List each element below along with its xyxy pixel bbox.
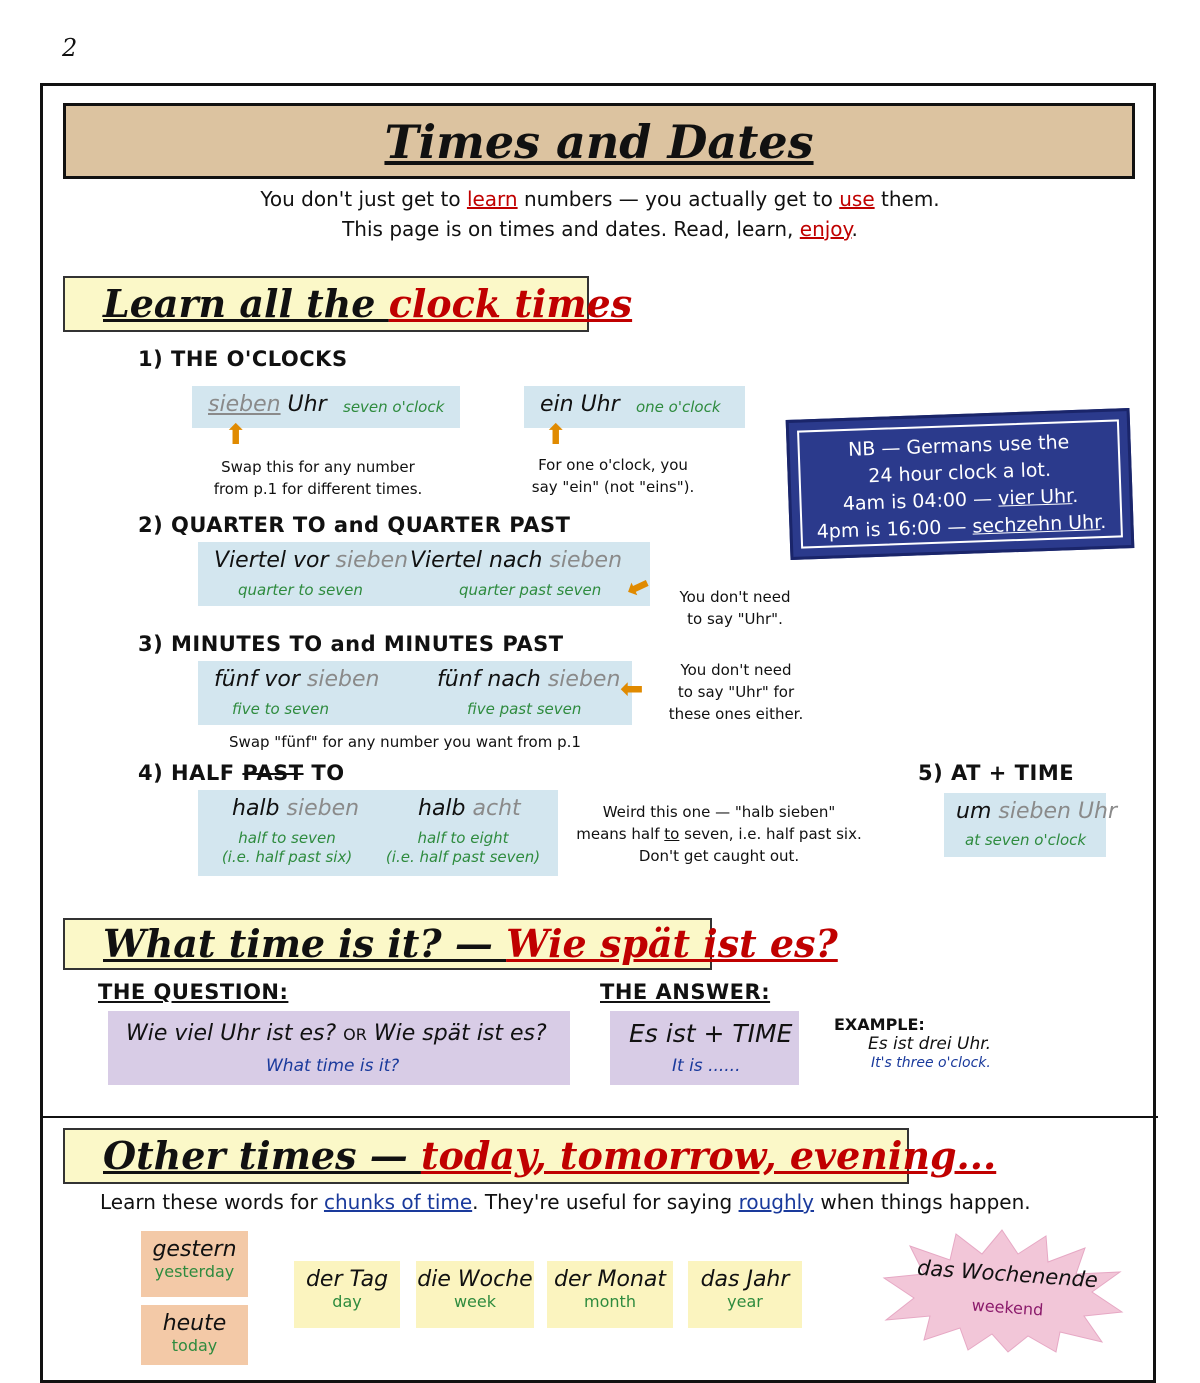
word-de: die Woche [417,1267,533,1292]
intro-text: them. [874,187,940,211]
arrow-left-icon: ⬅ [620,672,644,705]
word-de: gestern [152,1237,237,1262]
question-or: OR [343,1025,367,1044]
example-en-clarify: (i.e. half past six) [221,848,353,866]
word-card-woche [416,1261,534,1328]
note-line: Weird this one — "halb sieben" [602,803,836,821]
word-card-heute [141,1305,248,1365]
word-de: der Monat [553,1267,667,1292]
intro-line-1 [100,187,1100,211]
word-en: month [584,1292,636,1311]
word-en: today [171,1336,218,1355]
question-de [126,1021,547,1046]
weekend-en: weekend [971,1295,1044,1320]
intro-roughly: roughly [738,1190,815,1214]
example-en: five to seven [232,700,330,718]
example-de: Es ist drei Uhr. [868,1034,992,1054]
example-en: quarter to seven [238,581,363,599]
word-en: day [332,1292,362,1311]
note-weird-halb [566,801,872,867]
nb-24-hour-box [786,408,1135,560]
section-heading-what-time [63,918,838,970]
answer-de: Es ist + TIME [629,1019,793,1048]
heading-black: Other times — [103,1133,421,1178]
note-text: means half [576,825,665,843]
example-en: five past seven [467,700,582,718]
heading-red: today, tomorrow, evening... [420,1133,997,1178]
item-at-time-label: 5) AT + TIME [918,761,1075,785]
question-text: Wie viel Uhr ist es? [126,1021,344,1046]
nb-vier-uhr: vier Uhr [997,485,1073,510]
note-no-uhr-either: You don't need to say "Uhr" for these ones either. [668,661,804,723]
example-en: quarter past seven [459,581,602,599]
answer-label: THE ANSWER: [600,980,771,1004]
intro-use: use [839,187,875,211]
example-de [208,392,327,417]
word-de: der Tag [305,1267,389,1292]
section-divider [40,1116,1158,1118]
intro-chunks: chunks of time [323,1190,473,1214]
heading-black: What time is it? — [103,921,507,966]
de-text: Viertel nach [410,548,550,573]
word-card-monat [547,1261,673,1328]
de-text: fünf vor [214,667,307,692]
item-minutes-label: 3) MINUTES TO and MINUTES PAST [138,632,564,656]
word-card-gestern [141,1231,248,1297]
example-en-clarify: (i.e. half past seven) [385,848,541,866]
word-card-jahr [688,1261,802,1328]
question-label: THE QUESTION: [98,980,289,1004]
intro-line-2 [100,217,1100,241]
title-banner [63,103,1135,179]
example-de [410,548,622,573]
item-quarter-label: 2) QUARTER TO and QUARTER PAST [138,513,571,537]
question-text: Wie spät ist es? [366,1021,547,1046]
nb-text: 4pm is 16:00 — [816,515,973,544]
intro-text: when things happen. [814,1190,1031,1214]
item-half-label [138,761,345,785]
heading-red: Wie spät ist es? [506,921,838,966]
example-de [437,667,620,692]
example-de [418,796,521,821]
de-text: halb [232,796,287,821]
nb-inner-border [797,419,1123,548]
heading-black: Learn all the [103,281,389,326]
number-sieben: sieben [208,392,281,417]
question-en: What time is it? [266,1056,400,1076]
word-card-tag [294,1261,400,1328]
page-number: 2 [62,34,78,62]
arrow-left-icon: ⬅ [620,566,656,607]
example-de: ein Uhr [540,392,620,417]
note-ein: For one o'clock, you say "ein" (not "eins"). [531,456,695,496]
note-swap-number: Swap this for any number from p.1 for different times. [213,458,423,498]
de-number: sieben [549,548,623,573]
intro-text: This page is on times and dates. Read, learn, [342,217,800,241]
word-de: heute [162,1311,227,1336]
note-line: Don't get caught out. [638,847,800,865]
label-text: 4) HALF [138,761,243,785]
nb-text: . [1099,510,1107,534]
item-oclocks-label: 1) THE O'CLOCKS [138,347,348,371]
intro-text: numbers — you actually get to [517,187,840,211]
example-de [956,799,1117,824]
de-text: Viertel vor [214,548,336,573]
note-line [566,823,872,845]
intro-text: You don't just get to [260,187,467,211]
example-en: at seven o'clock [965,831,1087,849]
example-label: EXAMPLE: [834,1015,925,1034]
nb-line-2: 24 hour clock a lot. [867,458,1052,488]
word-en: year [727,1292,763,1311]
example-de [214,667,379,692]
label-text: TO [303,761,345,785]
intro-text: Learn these words for [100,1190,324,1214]
de-text: halb [418,796,473,821]
arrow-up-icon: ⬆ [544,418,568,451]
example-en: seven o'clock [343,398,445,416]
example-en: one o'clock [636,398,721,416]
section-heading-clock-times [63,276,633,332]
example-en: half to eight [417,829,509,847]
page-title: Times and Dates [384,115,814,169]
arrow-up-icon: ⬆ [224,418,248,451]
intro-text: . [851,217,858,241]
de-number: sieben [286,796,360,821]
answer-en: It is ...... [672,1056,741,1076]
note-swap-fuenf: Swap "fünf" for any number you want from p.1 [229,733,581,751]
word-en: yesterday [154,1262,235,1281]
note-no-uhr: You don't need to say "Uhr". [679,588,791,628]
de-number: sieben Uhr [998,799,1118,824]
intro-text: . They're useful for saying [472,1190,739,1214]
de-number: sieben [335,548,409,573]
section-heading-other-times [63,1128,997,1184]
de-text: um [956,799,999,824]
word-de: das Jahr [700,1267,790,1292]
example-en: It's three o'clock. [871,1055,991,1071]
nb-text: 4am is 04:00 — [842,487,999,516]
example-en: half to seven [238,829,336,847]
label-struck: PAST [242,761,304,785]
note-to: to [664,825,680,843]
nb-sechzehn-uhr: sechzehn Uhr [972,511,1101,538]
chunks-intro [100,1190,1031,1214]
de-text: fünf nach [437,667,548,692]
example-de [232,796,359,821]
de-number: sieben [306,667,380,692]
heading-red: clock times [388,281,633,326]
uhr-text: Uhr [280,392,327,417]
note-text: seven, i.e. half past six. [679,825,862,843]
intro-learn: learn [466,187,518,211]
nb-line-1: NB — Germans use the [847,431,1070,461]
intro-enjoy: enjoy [799,217,852,241]
de-number: acht [472,796,521,821]
word-en: week [453,1292,497,1311]
weekend-de: das Wochenende [916,1255,1099,1293]
example-de [214,548,408,573]
nb-text: . [1071,484,1079,508]
de-number: sieben [547,667,621,692]
